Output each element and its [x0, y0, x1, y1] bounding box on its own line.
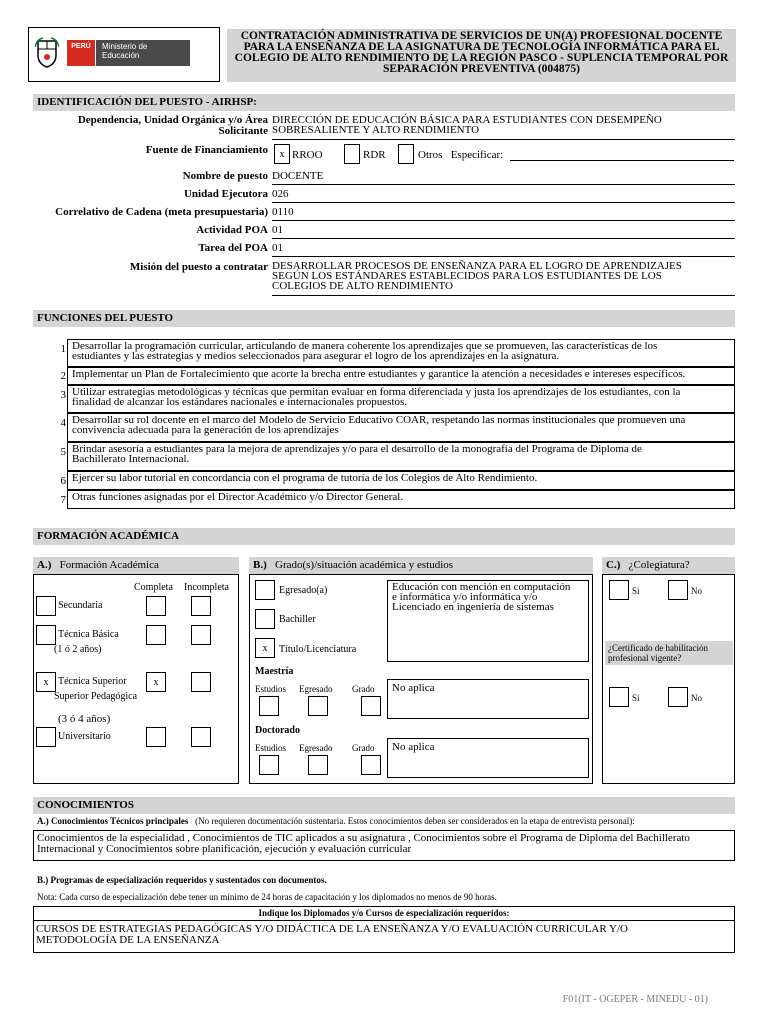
form-code: F01(IT - OGEPER - MINEDU - 01) [562, 994, 708, 1005]
funcion-item[interactable]: Otras funciones asignadas por el Director Académico y/o Director General. [67, 490, 735, 509]
certificado-si-label: Si [632, 693, 640, 703]
tecnica-basica-years: (1 ó 2 años) [54, 644, 102, 655]
colegiatura-no-checkbox[interactable] [668, 580, 688, 600]
funcion-number: 3 [60, 389, 66, 401]
funcion-number: 1 [60, 343, 66, 355]
section-identificacion: IDENTIFICACIÓN DEL PUESTO - AIRHSP: [33, 94, 735, 111]
dependencia-label: Dependencia, Unidad Orgánica y/o Área Solicitante [77, 114, 268, 137]
maestria-field[interactable]: No aplica [387, 679, 589, 719]
maestria-grado-col: Grado [352, 684, 375, 694]
doctorado-grado-checkbox[interactable] [361, 755, 381, 775]
tecnica-basica-incompleta-checkbox[interactable] [191, 625, 211, 645]
egresado-label: Egresado(a) [279, 585, 328, 596]
tarea-label: Tarea del POA [198, 242, 268, 254]
titulo-checkbox[interactable]: x [255, 638, 275, 658]
especializacion-field[interactable]: CURSOS DE ESTRATEGIAS PEDAGÓGICAS Y/O DIDÁCTICA DE LA ENSEÑANZA Y/O EVALUACIÓN CURRICULAR Y/O METODOLOGÍA DE LA ENSEÑANZA [36, 923, 628, 946]
superior-years: (3 ó 4 años) [58, 713, 111, 725]
correlativo-label: Correlativo de Cadena (meta presupuestaria) [55, 206, 268, 218]
funcion-item[interactable]: Implementar un Plan de Fortalecimiento que acorte la brecha entre estudiantes y garantice la atención a necesidades e intereses específicos. [67, 367, 735, 385]
title-line: SEPARACIÓN PREVENTIVA (004875) [382, 63, 580, 75]
universitario-checkbox[interactable] [36, 727, 56, 747]
funcion-number: 6 [60, 475, 66, 487]
formacion-b-header: B.) Grado(s)/situación académica y estudios [249, 557, 593, 574]
section-funciones: FUNCIONES DEL PUESTO [33, 310, 735, 327]
bachiller-checkbox[interactable] [255, 609, 275, 629]
bachiller-label: Bachiller [279, 614, 316, 625]
actividad-label: Actividad POA [196, 224, 268, 236]
tecnica-superior-checkbox[interactable]: x [36, 672, 56, 692]
conocimientos-b-title: B.) Programas de especialización requeridos y sustentados con documentos. [37, 875, 327, 885]
mision-label: Misión del puesto a contratar [129, 261, 268, 273]
funcion-item[interactable]: Utilizar estrategias metodológicas y técnicas que permitan evaluar en forma diferenciada y justa los aprendizajes de los estudiantes, con la finalidad de alcanzar los estándares nacionales e internacionales propuestos. [67, 385, 735, 413]
rroo-label: RROO [292, 149, 323, 161]
unidad-label: Unidad Ejecutora [183, 188, 268, 200]
secundaria-incompleta-checkbox[interactable] [191, 596, 211, 616]
certificado-no-checkbox[interactable] [668, 687, 688, 707]
otros-checkbox[interactable] [398, 144, 414, 164]
universitario-label: Universitario [58, 731, 111, 742]
maestria-egresado-col: Egresado [299, 684, 333, 694]
doctorado-egresado-checkbox[interactable] [308, 755, 328, 775]
funcion-number: 7 [60, 494, 66, 506]
tecnica-superior-label: Técnica Superior [58, 676, 127, 687]
doctorado-estudios-col: Estudios [255, 743, 287, 753]
doctorado-egresado-col: Egresado [299, 743, 333, 753]
secundaria-label: Secundaria [58, 600, 103, 611]
tarea-field[interactable]: 01 [272, 243, 735, 257]
correlativo-field[interactable]: 0110 [272, 207, 735, 221]
completa-header: Completa [134, 582, 173, 593]
certificado-label: ¿Certificado de habilitación profesional vigente? [605, 641, 733, 665]
section-conocimientos: CONOCIMIENTOS [33, 797, 735, 814]
funcion-item[interactable]: Brindar asesoría a estudiantes para la mejora de aprendizajes y/o para el desarrollo de la monografía del Programa de Diploma de Bachillerato Internacional. [67, 442, 735, 471]
funcion-number: 2 [60, 370, 66, 382]
tecnica-superior-completa-checkbox[interactable]: x [146, 672, 166, 692]
formacion-c-panel [602, 574, 735, 784]
otros-specify-field[interactable] [510, 160, 734, 161]
conocimientos-a-title: A.) Conocimientos Técnicos principales (No requieren documentación sustentaria. Estos conocimientos deben ser considerados en la etapa de entrevista personal): [37, 816, 635, 826]
fuente-label: Fuente de Financiamiento [145, 144, 268, 156]
doctorado-field[interactable]: No aplica [387, 738, 589, 778]
peru-logo-text: PERÚ [71, 43, 91, 50]
doctorado-label: Doctorado [255, 725, 300, 736]
formacion-c-header: C.) ¿Colegiatura? [602, 557, 735, 574]
conocimientos-a-field[interactable]: Conocimientos de la especialidad , Conocimientos de TIC aplicados a su asignatura , Conocimientos sobre el Programa de Diploma del Bachillerato Internacional y Conocimientos sobre planificación, ejecución y evaluación curricular [33, 830, 735, 861]
colegiatura-si-label: Si [632, 586, 640, 596]
title-line: COLEGIO DE ALTO RENDIMIENTO DE LA REGIÓN PASCO - SUPLENCIA TEMPORAL POR [234, 52, 729, 64]
otros-label: Otros Especificar: [418, 149, 504, 161]
title-line: CONTRATACIÓN ADMINISTRATIVA DE SERVICIOS DE UN(A) PROFESIONAL DOCENTE [240, 30, 723, 42]
doctorado-estudios-checkbox[interactable] [259, 755, 279, 775]
titulo-label: Título/Licenciatura [279, 644, 357, 655]
secundaria-completa-checkbox[interactable] [146, 596, 166, 616]
colegiatura-si-checkbox[interactable] [609, 580, 629, 600]
tecnica-basica-label: Técnica Básica [58, 629, 119, 640]
coat-of-arms-icon [35, 37, 59, 69]
doctorado-grado-col: Grado [352, 743, 375, 753]
maestria-egresado-checkbox[interactable] [308, 696, 328, 716]
egresado-checkbox[interactable] [255, 580, 275, 600]
universitario-completa-checkbox[interactable] [146, 727, 166, 747]
grado-text-field[interactable]: Educación con mención en computación e informática y/o informática y/o Licenciado en ingeniería de sistemas [387, 580, 589, 662]
document-title [227, 29, 736, 82]
nombre-label: Nombre de puesto [182, 170, 268, 182]
nombre-field[interactable]: DOCENTE [272, 171, 735, 185]
colegiatura-no-label: No [691, 586, 702, 596]
funcion-item[interactable]: Desarrollar su rol docente en el marco del Modelo de Servicio Educativo COAR, respetando las normas institucionales que promueven una convivencia adecuada para la generación de los aprendizajes [67, 413, 735, 442]
formacion-a-header: A.) Formación Académica [33, 557, 239, 574]
superior-pedagogica-label: Superior Pedagógica [54, 691, 138, 702]
tecnica-basica-completa-checkbox[interactable] [146, 625, 166, 645]
tecnica-superior-incompleta-checkbox[interactable] [191, 672, 211, 692]
certificado-si-checkbox[interactable] [609, 687, 629, 707]
rdr-label: RDR [363, 149, 386, 161]
funcion-item[interactable]: Desarrollar la programación curricular, articulando de manera coherente los aprendizajes que se promueven, las características de los estudiantes y las estrategias y medios seleccionados para asegurar el logro de los aprendizajes en la asignatura. [67, 339, 735, 367]
ministry-logo-text: Ministerio de Educación [102, 42, 148, 60]
conocimientos-b-note: Nota: Cada curso de especialización debe tener un mínimo de 24 horas de capacitación y los diplomados no menos de 90 horas. [37, 892, 497, 902]
maestria-estudios-col: Estudios [255, 684, 287, 694]
unidad-field[interactable]: 026 [272, 189, 735, 203]
rdr-checkbox[interactable] [344, 144, 360, 164]
funcion-number: 5 [60, 446, 66, 458]
funcion-number: 4 [60, 417, 66, 429]
funcion-item[interactable]: Ejercer su labor tutorial en concordancia con el programa de tutoría de los Colegios de Alto Rendimiento. [67, 471, 735, 490]
maestria-label: Maestría [255, 666, 294, 677]
especializacion-header: Indique los Diplomados y/o Cursos de especialización requeridos: [33, 908, 735, 921]
section-formacion: FORMACIÓN ACADÉMICA [33, 528, 735, 545]
mision-field[interactable]: DESARROLLAR PROCESOS DE ENSEÑANZA PARA EL LOGRO DE APRENDIZAJES SEGÚN LOS ESTÁNDARES ESTABLECIDOS PARA LOS ESTUDIANTES DE LOS COLEGIOS DE ALTO RENDIMIENTO [272, 261, 735, 296]
dependencia-field[interactable]: DIRECCIÓN DE EDUCACIÓN BÁSICA PARA ESTUDIANTES CON DESEMPEÑO SOBRESALIENTE Y ALTO RENDIMIENTO [272, 115, 735, 140]
certificado-no-label: No [691, 693, 702, 703]
universitario-incompleta-checkbox[interactable] [191, 727, 211, 747]
actividad-field[interactable]: 01 [272, 225, 735, 239]
maestria-estudios-checkbox[interactable] [259, 696, 279, 716]
maestria-grado-checkbox[interactable] [361, 696, 381, 716]
incompleta-header: Incompleta [184, 582, 229, 593]
rroo-checkbox[interactable]: x [274, 144, 290, 164]
logo-box [28, 27, 220, 82]
secundaria-checkbox[interactable] [36, 596, 56, 616]
title-line: PARA LA ENSEÑANZA DE LA ASIGNATURA DE TECNOLOGÍA INFORMÁTICA PARA EL [243, 41, 720, 53]
tecnica-basica-checkbox[interactable] [36, 625, 56, 645]
